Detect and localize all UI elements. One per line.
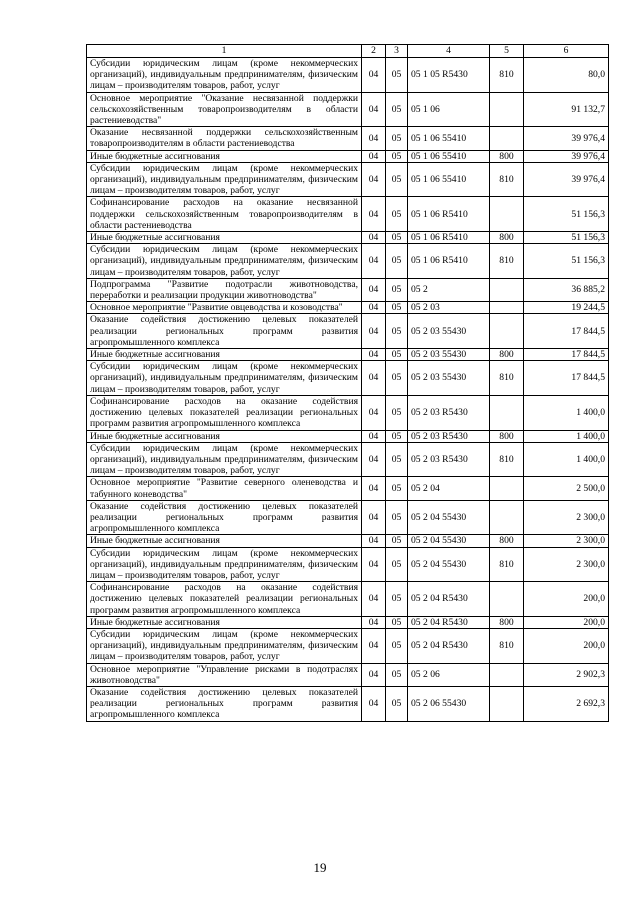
table-row bbox=[87, 663, 609, 686]
row-name: Основное мероприятие "Развитие овцеводства и козоводства" bbox=[87, 302, 362, 314]
row-section-code: 04 bbox=[362, 314, 386, 349]
row-subsection-code: 05 bbox=[386, 232, 408, 244]
table-row bbox=[87, 686, 609, 721]
row-name: Софинансирование расходов на оказание содействия достижению целевых показателей реализации региональных программ развития агропромышленного комплекса bbox=[87, 395, 362, 430]
row-expense-type bbox=[490, 477, 524, 500]
row-subsection-code: 05 bbox=[386, 395, 408, 430]
row-section-code: 04 bbox=[362, 197, 386, 232]
table-row bbox=[87, 547, 609, 582]
row-expense-type: 800 bbox=[490, 535, 524, 547]
row-section-code: 04 bbox=[362, 686, 386, 721]
table-row bbox=[87, 58, 609, 93]
row-amount: 19 244,5 bbox=[524, 302, 609, 314]
row-section-code: 04 bbox=[362, 278, 386, 301]
row-target-article: 05 1 06 55410 bbox=[408, 150, 490, 162]
row-section-code: 04 bbox=[362, 663, 386, 686]
row-subsection-code: 05 bbox=[386, 361, 408, 396]
row-section-code: 04 bbox=[362, 232, 386, 244]
row-expense-type: 810 bbox=[490, 58, 524, 93]
row-amount: 1 400,0 bbox=[524, 430, 609, 442]
table-row bbox=[87, 477, 609, 500]
row-name: Субсидии юридическим лицам (кроме некоммерческих организаций), индивидуальным предпринимателям, физическим лицам – производителям товаров, работ, услуг bbox=[87, 628, 362, 663]
row-name: Основное мероприятие "Оказание несвязанной поддержки сельскохозяйственным товаропроизводителям в области растениеводства" bbox=[87, 92, 362, 127]
row-amount: 200,0 bbox=[524, 628, 609, 663]
table-body bbox=[87, 58, 609, 722]
row-target-article: 05 2 03 55430 bbox=[408, 349, 490, 361]
row-subsection-code: 05 bbox=[386, 278, 408, 301]
row-section-code: 04 bbox=[362, 150, 386, 162]
table-row bbox=[87, 395, 609, 430]
table-row bbox=[87, 500, 609, 535]
row-name: Оказание несвязанной поддержки сельскохозяйственным товаропроизводителям в области растениеводства bbox=[87, 127, 362, 150]
row-name: Софинансирование расходов на оказание несвязанной поддержки сельскохозяйственным товаропроизводителям в области растениеводства bbox=[87, 197, 362, 232]
row-expense-type bbox=[490, 582, 524, 617]
row-expense-type: 810 bbox=[490, 162, 524, 197]
row-amount: 200,0 bbox=[524, 582, 609, 617]
row-target-article: 05 1 06 R5410 bbox=[408, 197, 490, 232]
table-row bbox=[87, 349, 609, 361]
row-section-code: 04 bbox=[362, 349, 386, 361]
row-amount: 39 976,4 bbox=[524, 150, 609, 162]
page-number: 19 bbox=[313, 860, 327, 875]
row-expense-type bbox=[490, 278, 524, 301]
row-subsection-code: 05 bbox=[386, 535, 408, 547]
row-subsection-code: 05 bbox=[386, 628, 408, 663]
table-row bbox=[87, 244, 609, 279]
row-name: Иные бюджетные ассигнования bbox=[87, 150, 362, 162]
row-expense-type bbox=[490, 127, 524, 150]
row-section-code: 04 bbox=[362, 302, 386, 314]
row-section-code: 04 bbox=[362, 127, 386, 150]
row-amount: 2 300,0 bbox=[524, 500, 609, 535]
row-target-article: 05 1 05 R5430 bbox=[408, 58, 490, 93]
row-target-article: 05 2 bbox=[408, 278, 490, 301]
table-row bbox=[87, 442, 609, 477]
row-name: Оказание содействия достижению целевых показателей реализации региональных программ развития агропромышленного комплекса bbox=[87, 686, 362, 721]
row-name: Иные бюджетные ассигнования bbox=[87, 616, 362, 628]
row-target-article: 05 2 06 55430 bbox=[408, 686, 490, 721]
table-row bbox=[87, 150, 609, 162]
row-expense-type bbox=[490, 302, 524, 314]
table-row bbox=[87, 232, 609, 244]
row-name: Основное мероприятие "Управление рисками в подотраслях животноводства" bbox=[87, 663, 362, 686]
row-section-code: 04 bbox=[362, 582, 386, 617]
row-amount: 2 500,0 bbox=[524, 477, 609, 500]
row-target-article: 05 2 06 bbox=[408, 663, 490, 686]
table-row bbox=[87, 361, 609, 396]
row-subsection-code: 05 bbox=[386, 314, 408, 349]
row-name: Иные бюджетные ассигнования bbox=[87, 349, 362, 361]
row-name: Оказание содействия достижению целевых показателей реализации региональных программ развития агропромышленного комплекса bbox=[87, 314, 362, 349]
row-subsection-code: 05 bbox=[386, 302, 408, 314]
row-section-code: 04 bbox=[362, 500, 386, 535]
row-name: Оказание содействия достижению целевых показателей реализации региональных программ развития агропромышленного комплекса bbox=[87, 500, 362, 535]
row-name: Иные бюджетные ассигнования bbox=[87, 535, 362, 547]
row-amount: 17 844,5 bbox=[524, 361, 609, 396]
row-subsection-code: 05 bbox=[386, 477, 408, 500]
row-target-article: 05 2 04 R5430 bbox=[408, 616, 490, 628]
row-expense-type bbox=[490, 686, 524, 721]
table-row bbox=[87, 197, 609, 232]
row-amount: 51 156,3 bbox=[524, 244, 609, 279]
row-expense-type bbox=[490, 314, 524, 349]
table-row bbox=[87, 628, 609, 663]
row-section-code: 04 bbox=[362, 162, 386, 197]
header-cell-5: 5 bbox=[490, 45, 524, 58]
row-expense-type: 800 bbox=[490, 150, 524, 162]
row-target-article: 05 2 04 55430 bbox=[408, 547, 490, 582]
row-subsection-code: 05 bbox=[386, 442, 408, 477]
row-amount: 39 976,4 bbox=[524, 127, 609, 150]
row-amount: 2 902,3 bbox=[524, 663, 609, 686]
row-subsection-code: 05 bbox=[386, 686, 408, 721]
header-cell-6: 6 bbox=[524, 45, 609, 58]
row-expense-type bbox=[490, 500, 524, 535]
row-subsection-code: 05 bbox=[386, 616, 408, 628]
row-section-code: 04 bbox=[362, 361, 386, 396]
row-target-article: 05 2 04 R5430 bbox=[408, 628, 490, 663]
row-expense-type bbox=[490, 197, 524, 232]
row-expense-type bbox=[490, 395, 524, 430]
row-amount: 200,0 bbox=[524, 616, 609, 628]
row-target-article: 05 1 06 55410 bbox=[408, 162, 490, 197]
row-name: Субсидии юридическим лицам (кроме некоммерческих организаций), индивидуальным предпринимателям, физическим лицам – производителям товаров, работ, услуг bbox=[87, 361, 362, 396]
row-amount: 2 300,0 bbox=[524, 547, 609, 582]
row-name: Основное мероприятие "Развитие северного оленеводства и табунного коневодства" bbox=[87, 477, 362, 500]
header-cell-4: 4 bbox=[408, 45, 490, 58]
row-amount: 2 692,3 bbox=[524, 686, 609, 721]
row-amount: 36 885,2 bbox=[524, 278, 609, 301]
row-section-code: 04 bbox=[362, 547, 386, 582]
row-expense-type: 800 bbox=[490, 232, 524, 244]
row-expense-type: 810 bbox=[490, 547, 524, 582]
row-section-code: 04 bbox=[362, 58, 386, 93]
row-amount: 1 400,0 bbox=[524, 395, 609, 430]
row-subsection-code: 05 bbox=[386, 197, 408, 232]
table-row bbox=[87, 127, 609, 150]
header-cell-2: 2 bbox=[362, 45, 386, 58]
row-section-code: 04 bbox=[362, 628, 386, 663]
header-row bbox=[87, 45, 609, 58]
row-target-article: 05 2 04 55430 bbox=[408, 535, 490, 547]
row-amount: 51 156,3 bbox=[524, 197, 609, 232]
row-expense-type: 800 bbox=[490, 430, 524, 442]
row-name: Субсидии юридическим лицам (кроме некоммерческих организаций), индивидуальным предпринимателям, физическим лицам – производителям товаров, работ, услуг bbox=[87, 162, 362, 197]
row-target-article: 05 2 03 R5430 bbox=[408, 442, 490, 477]
row-section-code: 04 bbox=[362, 395, 386, 430]
header-cell-1: 1 bbox=[87, 45, 362, 58]
row-target-article: 05 2 03 55430 bbox=[408, 314, 490, 349]
row-section-code: 04 bbox=[362, 477, 386, 500]
table-row bbox=[87, 92, 609, 127]
row-subsection-code: 05 bbox=[386, 663, 408, 686]
table-row bbox=[87, 582, 609, 617]
row-expense-type: 810 bbox=[490, 628, 524, 663]
row-section-code: 04 bbox=[362, 244, 386, 279]
row-amount: 2 300,0 bbox=[524, 535, 609, 547]
table-row bbox=[87, 302, 609, 314]
row-name: Субсидии юридическим лицам (кроме некоммерческих организаций), индивидуальным предпринимателям, физическим лицам – производителям товаров, работ, услуг bbox=[87, 58, 362, 93]
row-subsection-code: 05 bbox=[386, 162, 408, 197]
row-target-article: 05 1 06 bbox=[408, 92, 490, 127]
row-name: Субсидии юридическим лицам (кроме некоммерческих организаций), индивидуальным предпринимателям, физическим лицам – производителям товаров, работ, услуг bbox=[87, 547, 362, 582]
table-row bbox=[87, 278, 609, 301]
row-expense-type bbox=[490, 92, 524, 127]
row-target-article: 05 1 06 R5410 bbox=[408, 232, 490, 244]
row-target-article: 05 2 03 R5430 bbox=[408, 430, 490, 442]
budget-table bbox=[86, 44, 609, 722]
row-subsection-code: 05 bbox=[386, 127, 408, 150]
row-subsection-code: 05 bbox=[386, 92, 408, 127]
table-header bbox=[87, 45, 609, 58]
row-amount: 1 400,0 bbox=[524, 442, 609, 477]
row-target-article: 05 2 04 55430 bbox=[408, 500, 490, 535]
row-amount: 39 976,4 bbox=[524, 162, 609, 197]
row-target-article: 05 2 04 bbox=[408, 477, 490, 500]
row-amount: 91 132,7 bbox=[524, 92, 609, 127]
row-target-article: 05 1 06 55410 bbox=[408, 127, 490, 150]
table-row bbox=[87, 430, 609, 442]
row-amount: 17 844,5 bbox=[524, 314, 609, 349]
row-subsection-code: 05 bbox=[386, 244, 408, 279]
row-target-article: 05 2 04 R5430 bbox=[408, 582, 490, 617]
row-target-article: 05 2 03 55430 bbox=[408, 361, 490, 396]
row-subsection-code: 05 bbox=[386, 150, 408, 162]
row-subsection-code: 05 bbox=[386, 430, 408, 442]
row-target-article: 05 2 03 R5430 bbox=[408, 395, 490, 430]
row-expense-type: 810 bbox=[490, 442, 524, 477]
row-expense-type: 800 bbox=[490, 616, 524, 628]
row-section-code: 04 bbox=[362, 92, 386, 127]
table-row bbox=[87, 535, 609, 547]
header-cell-3: 3 bbox=[386, 45, 408, 58]
row-name: Субсидии юридическим лицам (кроме некоммерческих организаций), индивидуальным предпринимателям, физическим лицам – производителям товаров, работ, услуг bbox=[87, 244, 362, 279]
row-subsection-code: 05 bbox=[386, 349, 408, 361]
row-section-code: 04 bbox=[362, 616, 386, 628]
row-subsection-code: 05 bbox=[386, 547, 408, 582]
row-subsection-code: 05 bbox=[386, 500, 408, 535]
row-subsection-code: 05 bbox=[386, 582, 408, 617]
table-row bbox=[87, 616, 609, 628]
row-expense-type bbox=[490, 663, 524, 686]
row-expense-type: 800 bbox=[490, 349, 524, 361]
row-subsection-code: 05 bbox=[386, 58, 408, 93]
row-section-code: 04 bbox=[362, 430, 386, 442]
table-row bbox=[87, 162, 609, 197]
row-expense-type: 810 bbox=[490, 361, 524, 396]
row-target-article: 05 2 03 bbox=[408, 302, 490, 314]
row-name: Иные бюджетные ассигнования bbox=[87, 232, 362, 244]
row-name: Подпрограмма "Развитие подотрасли животноводства, переработки и реализации продукции животноводства" bbox=[87, 278, 362, 301]
row-amount: 17 844,5 bbox=[524, 349, 609, 361]
row-amount: 80,0 bbox=[524, 58, 609, 93]
table-row bbox=[87, 314, 609, 349]
row-section-code: 04 bbox=[362, 442, 386, 477]
row-section-code: 04 bbox=[362, 535, 386, 547]
row-amount: 51 156,3 bbox=[524, 232, 609, 244]
row-expense-type: 810 bbox=[490, 244, 524, 279]
row-target-article: 05 1 06 R5410 bbox=[408, 244, 490, 279]
row-name: Софинансирование расходов на оказание содействия достижению целевых показателей реализации региональных программ развития агропромышленного комплекса bbox=[87, 582, 362, 617]
row-name: Иные бюджетные ассигнования bbox=[87, 430, 362, 442]
row-name: Субсидии юридическим лицам (кроме некоммерческих организаций), индивидуальным предпринимателям, физическим лицам – производителям товаров, работ, услуг bbox=[87, 442, 362, 477]
